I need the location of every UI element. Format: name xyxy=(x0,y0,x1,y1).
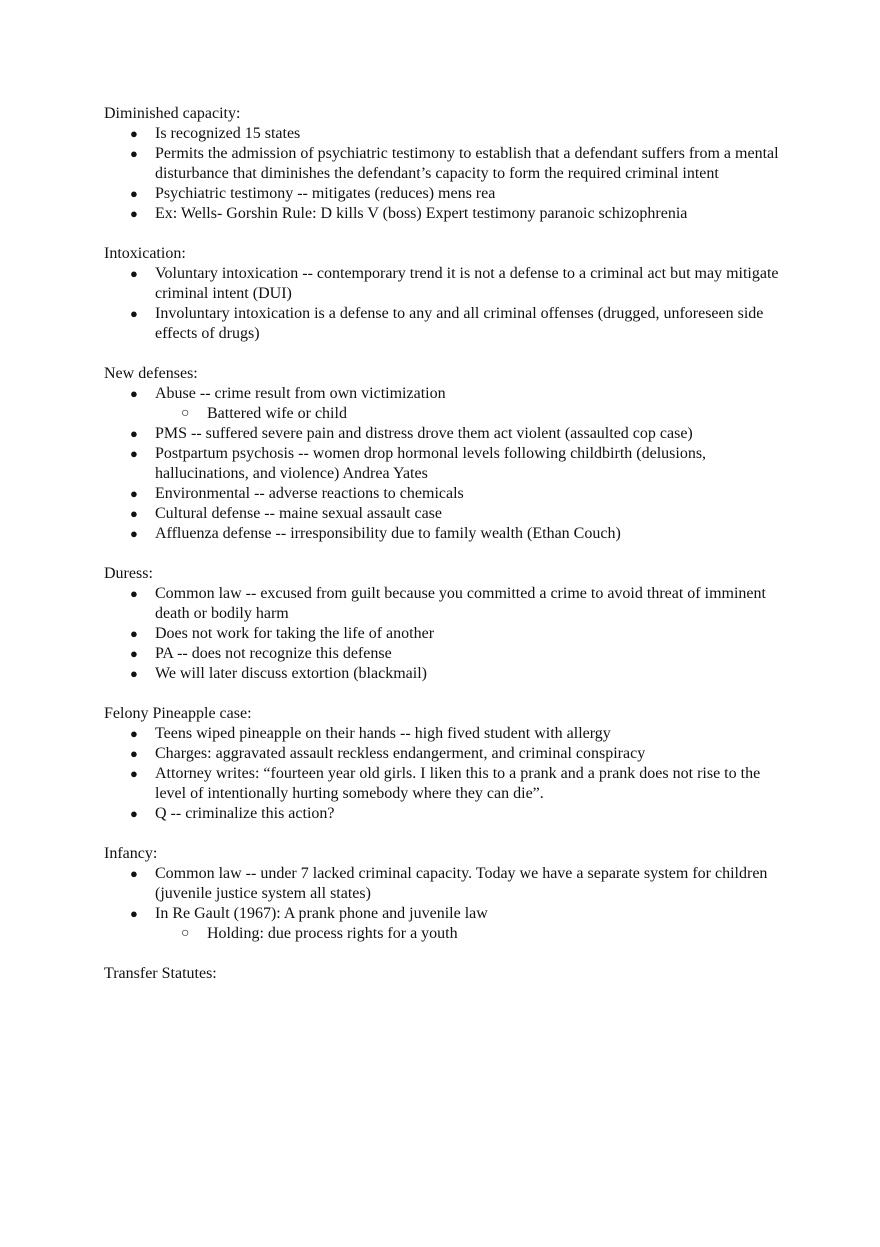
list-item xyxy=(104,144,784,184)
list-item-text: In Re Gault (1967): A prank phone and juvenile law xyxy=(155,905,488,922)
list-item-text: Psychiatric testimony -- mitigates (reduces) mens rea xyxy=(155,185,496,202)
list-item xyxy=(104,484,784,504)
list-item xyxy=(104,664,784,684)
list-item-text: Cultural defense -- maine sexual assault case xyxy=(155,505,442,522)
bullet-icon: ● xyxy=(130,506,138,521)
sub-list-item xyxy=(155,404,784,424)
section-transfer-statutes xyxy=(104,964,784,984)
section-intoxication xyxy=(104,244,784,344)
bullet-icon: ● xyxy=(130,126,138,141)
hollow-bullet-icon: ○ xyxy=(181,406,190,421)
section-duress xyxy=(104,564,784,684)
bullet-icon: ● xyxy=(130,766,138,781)
list-item xyxy=(104,424,784,444)
section-heading: Duress: xyxy=(104,565,153,582)
list-item xyxy=(104,184,784,204)
list-item xyxy=(104,304,784,344)
bullet-icon: ● xyxy=(130,146,138,161)
bullet-icon: ● xyxy=(130,386,138,401)
bullet-icon: ● xyxy=(130,906,138,921)
bullet-icon: ● xyxy=(130,646,138,661)
list-item xyxy=(104,864,784,904)
list-item-text: Is recognized 15 states xyxy=(155,125,301,142)
list-item-text: Teens wiped pineapple on their hands -- high fived student with allergy xyxy=(155,725,611,742)
list-item-text: Involuntary intoxication is a defense to any and all criminal offenses (drugged, unforeseen side effects of drugs) xyxy=(155,305,764,342)
list-item xyxy=(104,804,784,824)
section-heading: New defenses: xyxy=(104,365,198,382)
bullet-icon: ● xyxy=(130,526,138,541)
list-item-text: Environmental -- adverse reactions to chemicals xyxy=(155,485,464,502)
list-item xyxy=(104,524,784,544)
list-item xyxy=(104,384,784,424)
list-item-text: Ex: Wells- Gorshin Rule: D kills V (boss) Expert testimony paranoic schizophrenia xyxy=(155,205,688,222)
sub-list-item xyxy=(155,924,784,944)
bullet-icon: ● xyxy=(130,446,138,461)
list-item xyxy=(104,764,784,804)
hollow-bullet-icon: ○ xyxy=(181,926,190,941)
bullet-icon: ● xyxy=(130,486,138,501)
bullet-icon: ● xyxy=(130,746,138,761)
list-item-text: Common law -- under 7 lacked criminal capacity. Today we have a separate system for children (juvenile justice system all states) xyxy=(155,865,768,902)
section-heading: Diminished capacity: xyxy=(104,105,241,122)
section-diminished-capacity xyxy=(104,104,784,224)
bullet-icon: ● xyxy=(130,426,138,441)
list-item xyxy=(104,584,784,624)
sub-list-item-text: Holding: due process rights for a youth xyxy=(207,925,458,942)
list-item xyxy=(104,744,784,764)
list-item-text: Does not work for taking the life of another xyxy=(155,625,435,642)
section-heading: Felony Pineapple case: xyxy=(104,705,252,722)
bullet-icon: ● xyxy=(130,586,138,601)
list-item xyxy=(104,204,784,224)
list-item-text: Postpartum psychosis -- women drop hormonal levels following childbirth (delusions, hallucinations, and violence) Andrea Yates xyxy=(155,445,707,482)
list-item-text: We will later discuss extortion (blackmail) xyxy=(155,665,427,682)
list-item-text: Abuse -- crime result from own victimization xyxy=(155,385,446,402)
bullet-icon: ● xyxy=(130,726,138,741)
bullet-list xyxy=(104,864,784,944)
list-item-text: PA -- does not recognize this defense xyxy=(155,645,392,662)
list-item-text: Q -- criminalize this action? xyxy=(155,805,335,822)
list-item xyxy=(104,444,784,484)
list-item xyxy=(104,624,784,644)
list-item-text: Charges: aggravated assault reckless endangerment, and criminal conspiracy xyxy=(155,745,646,762)
bullet-icon: ● xyxy=(130,806,138,821)
section-heading: Intoxication: xyxy=(104,245,186,262)
section-heading: Transfer Statutes: xyxy=(104,965,217,982)
bullet-icon: ● xyxy=(130,186,138,201)
bullet-icon: ● xyxy=(130,626,138,641)
bullet-icon: ● xyxy=(130,866,138,881)
bullet-list xyxy=(104,584,784,684)
sub-bullet-list xyxy=(155,404,784,424)
list-item xyxy=(104,264,784,304)
bullet-icon: ● xyxy=(130,306,138,321)
bullet-list xyxy=(104,264,784,344)
list-item xyxy=(104,124,784,144)
bullet-icon: ● xyxy=(130,206,138,221)
list-item-text: Affluenza defense -- irresponsibility due to family wealth (Ethan Couch) xyxy=(155,525,621,542)
section-heading: Infancy: xyxy=(104,845,158,862)
bullet-icon: ● xyxy=(130,666,138,681)
list-item-text: Voluntary intoxication -- contemporary trend it is not a defense to a criminal act but may mitigate criminal intent (DUI) xyxy=(155,265,779,302)
bullet-list xyxy=(104,384,784,544)
sub-bullet-list xyxy=(155,924,784,944)
section-new-defenses xyxy=(104,364,784,544)
bullet-icon: ● xyxy=(130,266,138,281)
list-item xyxy=(104,904,784,944)
list-item xyxy=(104,644,784,664)
bullet-list xyxy=(104,124,784,224)
section-felony-pineapple-case xyxy=(104,704,784,824)
section-infancy xyxy=(104,844,784,944)
bullet-list xyxy=(104,724,784,824)
list-item-text: PMS -- suffered severe pain and distress drove them act violent (assaulted cop case) xyxy=(155,425,693,442)
list-item-text: Attorney writes: “fourteen year old girls. I liken this to a prank and a prank does not rise to the level of intentionally hurting somebody where they can die”. xyxy=(155,765,761,802)
list-item-text: Permits the admission of psychiatric testimony to establish that a defendant suffers from a mental disturbance that diminishes the defendant’s capacity to form the required criminal intent xyxy=(155,145,779,182)
list-item-text: Common law -- excused from guilt because you committed a crime to avoid threat of imminent death or bodily harm xyxy=(155,585,766,622)
list-item xyxy=(104,504,784,524)
list-item xyxy=(104,724,784,744)
sub-list-item-text: Battered wife or child xyxy=(207,405,347,422)
notes-body xyxy=(104,104,784,1004)
